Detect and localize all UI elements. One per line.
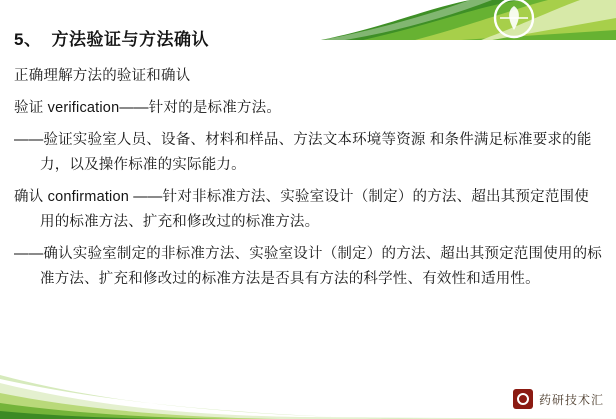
- page-title-text: 方法验证与方法确认: [51, 30, 209, 49]
- slide-content: [0, 30, 616, 299]
- watermark: [513, 389, 604, 409]
- body-paragraph-2: 验证 verification——针对的是标准方法。: [14, 100, 282, 117]
- page-title: [14, 30, 602, 50]
- body-paragraph-5: ——确认实验室制定的非标准方法、实验室设计（制定）的方法、超出其预定范围使用的标准方法、扩充和修改过的标准方法是否具有方法的科学性、有效性和适用性。: [14, 246, 602, 287]
- page-title-number: 5、: [14, 30, 42, 49]
- body-paragraph-1: 正确理解方法的验证和确认: [14, 68, 191, 85]
- body-paragraph-3: ——验证实验室人员、设备、材料和样品、方法文本环境等资源 和条件满足标准要求的能力，以及操作标准的实际能力。: [14, 132, 592, 174]
- body-paragraph-4: 确认 confirmation ——针对非标准方法、实验室设计（制定）的方法、超出其预定范围使用的标准方法、扩充和修改过的标准方法。: [14, 189, 589, 231]
- green-swoosh-bottom: [0, 353, 616, 419]
- watermark-label: 药研技术汇: [538, 392, 604, 407]
- circle-logo-icon: [513, 389, 533, 409]
